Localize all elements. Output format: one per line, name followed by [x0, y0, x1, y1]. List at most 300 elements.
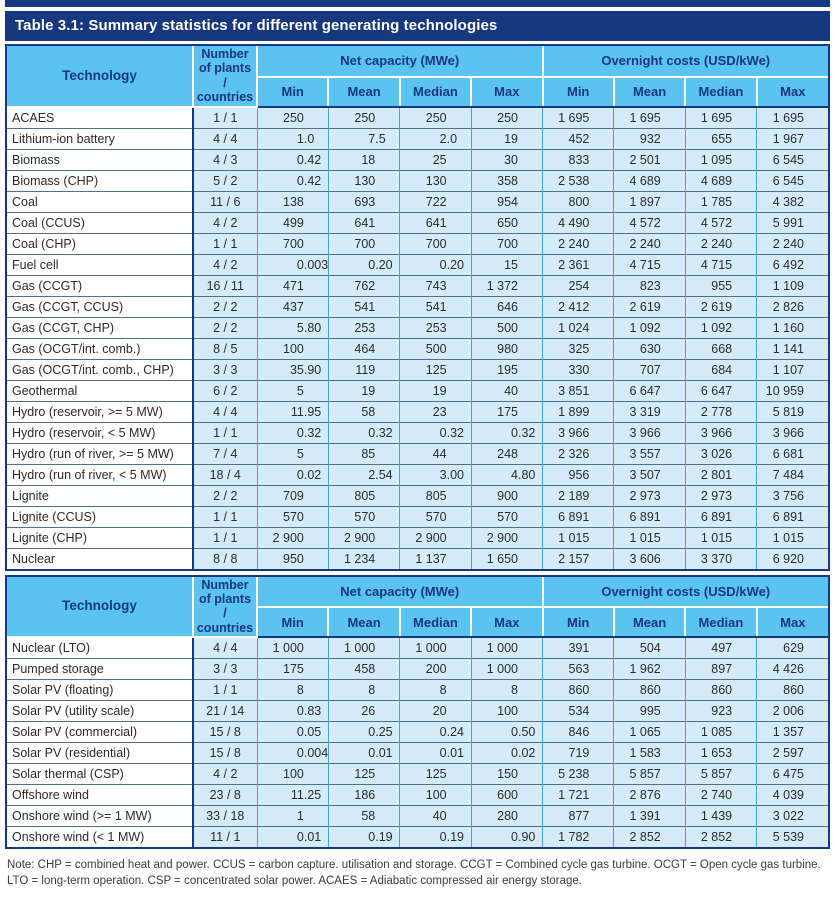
value-cell: 280: [471, 806, 542, 827]
value-cell: 655: [685, 128, 756, 149]
value-cell: 995: [614, 701, 685, 722]
technology-cell: Solar PV (residential): [7, 743, 193, 764]
value-cell: 3 851: [543, 380, 614, 401]
value-cell: 534: [543, 701, 614, 722]
plants-countries-cell: 4 / 4: [193, 637, 257, 659]
technology-cell: Nuclear (LTO): [7, 637, 193, 659]
table-row: [7, 680, 828, 701]
plants-countries-cell: 11 / 6: [193, 191, 257, 212]
footnote: Note: CHP = combined heat and power. CCUS = carbon capture. utilisation and storage. CCGT = Combined cycle gas turbine. OCGT = Open cycle gas turbine. LTO = long-term operation. CSP = concentrated solar power. ACAES = Adiabatic compressed air energy storage.: [7, 859, 821, 888]
value-cell: 2 973: [614, 485, 685, 506]
technology-cell: ACAES: [7, 107, 193, 129]
value-cell: 954: [471, 191, 542, 212]
col-header-mean: Mean: [328, 77, 399, 107]
table-row: [7, 722, 828, 743]
value-cell: 3 .00: [400, 464, 471, 485]
value-cell: 980: [471, 338, 542, 359]
value-cell: 2 361: [543, 254, 614, 275]
value-cell: 18: [328, 149, 399, 170]
group-header-overnight-costs: Overnight costs (USD/kWe): [543, 46, 829, 77]
value-cell: 570: [257, 506, 328, 527]
value-cell: 0 .32: [471, 422, 542, 443]
technology-cell: Geothermal: [7, 380, 193, 401]
technology-cell: Hydro (run of river, >= 5 MW): [7, 443, 193, 464]
table-row: [7, 359, 828, 380]
col-header-min: Min: [257, 607, 328, 637]
value-cell: 0 .02: [471, 743, 542, 764]
value-cell: 6 475: [757, 764, 828, 785]
value-cell: 0 .19: [400, 827, 471, 848]
value-cell: 2 852: [614, 827, 685, 848]
value-cell: 0 .32: [400, 422, 471, 443]
value-cell: 4 382: [757, 191, 828, 212]
value-cell: 40: [400, 806, 471, 827]
col-header-median: Median: [685, 607, 756, 637]
col-header-technology: Technology: [7, 46, 193, 107]
col-header-min: Min: [543, 607, 614, 637]
value-cell: 1 899: [543, 401, 614, 422]
value-cell: 58: [328, 401, 399, 422]
table: [7, 46, 828, 569]
value-cell: 186: [328, 785, 399, 806]
table-row: [7, 785, 828, 806]
value-cell: 2 157: [543, 548, 614, 569]
technology-cell: Hydro (run of river, < 5 MW): [7, 464, 193, 485]
value-cell: 0 .32: [257, 422, 328, 443]
value-cell: 0 .02: [257, 464, 328, 485]
value-cell: 6 492: [757, 254, 828, 275]
value-cell: 1 000: [471, 637, 542, 659]
technology-cell: Pumped storage: [7, 659, 193, 680]
technology-cell: Hydro (reservoir, >= 5 MW): [7, 401, 193, 422]
value-cell: 6 891: [543, 506, 614, 527]
value-cell: 125: [400, 359, 471, 380]
col-header-mean: Mean: [614, 77, 685, 107]
value-cell: 1 785: [685, 191, 756, 212]
value-cell: 3 022: [757, 806, 828, 827]
value-cell: 1 583: [614, 743, 685, 764]
value-cell: 709: [257, 485, 328, 506]
value-cell: 0 .25: [328, 722, 399, 743]
value-cell: 1 650: [471, 548, 542, 569]
value-cell: 833: [543, 149, 614, 170]
value-cell: 800: [543, 191, 614, 212]
value-cell: 6 545: [757, 170, 828, 191]
value-cell: 719: [543, 743, 614, 764]
table-row: [7, 107, 828, 129]
value-cell: 6 681: [757, 443, 828, 464]
top-divider-bar: [5, 0, 830, 7]
value-cell: 897: [685, 659, 756, 680]
value-cell: 570: [471, 506, 542, 527]
value-cell: 1 439: [685, 806, 756, 827]
value-cell: 2 189: [543, 485, 614, 506]
value-cell: 541: [328, 296, 399, 317]
col-header-median: Median: [400, 607, 471, 637]
value-cell: 805: [400, 485, 471, 506]
plants-countries-cell: 2 / 2: [193, 485, 257, 506]
table-row: [7, 464, 828, 485]
value-cell: 504: [614, 637, 685, 659]
value-cell: 8: [400, 680, 471, 701]
value-cell: 23: [400, 401, 471, 422]
value-cell: 743: [400, 275, 471, 296]
value-cell: 1 000: [328, 637, 399, 659]
value-cell: 119: [328, 359, 399, 380]
technology-cell: Offshore wind: [7, 785, 193, 806]
technology-cell: Solar PV (commercial): [7, 722, 193, 743]
value-cell: 6 891: [757, 506, 828, 527]
value-cell: 3 319: [614, 401, 685, 422]
value-cell: 1 391: [614, 806, 685, 827]
plants-countries-cell: 15 / 8: [193, 743, 257, 764]
value-cell: 932: [614, 128, 685, 149]
value-cell: 1 160: [757, 317, 828, 338]
value-cell: 250: [257, 107, 328, 129]
value-cell: 5: [257, 443, 328, 464]
col-header-mean: Mean: [614, 607, 685, 637]
value-cell: 2 900: [328, 527, 399, 548]
value-cell: 6 545: [757, 149, 828, 170]
value-cell: 125: [328, 764, 399, 785]
value-cell: 5 539: [757, 827, 828, 848]
plants-countries-cell: 18 / 4: [193, 464, 257, 485]
value-cell: 35 .90: [257, 359, 328, 380]
table-row: [7, 296, 828, 317]
value-cell: 2 900: [471, 527, 542, 548]
value-cell: 3 557: [614, 443, 685, 464]
value-cell: 2 876: [614, 785, 685, 806]
value-cell: 2 .54: [328, 464, 399, 485]
technology-cell: Gas (OCGT/int. comb.): [7, 338, 193, 359]
table-row: [7, 806, 828, 827]
value-cell: 7 484: [757, 464, 828, 485]
table-row: [7, 128, 828, 149]
value-cell: 846: [543, 722, 614, 743]
value-cell: 2 619: [614, 296, 685, 317]
value-cell: 452: [543, 128, 614, 149]
col-header-mean: Mean: [328, 607, 399, 637]
value-cell: 5 .80: [257, 317, 328, 338]
value-cell: 1 000: [257, 637, 328, 659]
table-row: [7, 254, 828, 275]
value-cell: 11 .95: [257, 401, 328, 422]
value-cell: 15: [471, 254, 542, 275]
value-cell: 860: [543, 680, 614, 701]
value-cell: 3 966: [757, 422, 828, 443]
value-cell: 464: [328, 338, 399, 359]
value-cell: 0 .50: [471, 722, 542, 743]
value-cell: 2 501: [614, 149, 685, 170]
value-cell: 19: [471, 128, 542, 149]
table-row: [7, 317, 828, 338]
value-cell: 8: [257, 680, 328, 701]
table-row: [7, 233, 828, 254]
summary-table-upper: [5, 44, 830, 571]
value-cell: 5 857: [685, 764, 756, 785]
value-cell: 900: [471, 485, 542, 506]
value-cell: 1 137: [400, 548, 471, 569]
value-cell: 26: [328, 701, 399, 722]
value-cell: 19: [328, 380, 399, 401]
value-cell: 6 647: [614, 380, 685, 401]
value-cell: 11 .25: [257, 785, 328, 806]
value-cell: 2 900: [400, 527, 471, 548]
value-cell: 6 891: [685, 506, 756, 527]
plants-countries-cell: 8 / 8: [193, 548, 257, 569]
value-cell: 1: [257, 806, 328, 827]
value-cell: 3 966: [543, 422, 614, 443]
value-cell: 0 .003: [257, 254, 328, 275]
value-cell: 2 900: [257, 527, 328, 548]
value-cell: 19: [400, 380, 471, 401]
table-row: [7, 212, 828, 233]
value-cell: 130: [328, 170, 399, 191]
table-row: [7, 506, 828, 527]
value-cell: 2 826: [757, 296, 828, 317]
plants-countries-cell: 4 / 4: [193, 401, 257, 422]
table-row: [7, 422, 828, 443]
value-cell: 254: [543, 275, 614, 296]
col-header-technology: Technology: [7, 577, 193, 638]
value-cell: 1 065: [614, 722, 685, 743]
value-cell: 1 695: [757, 107, 828, 129]
value-cell: 471: [257, 275, 328, 296]
value-cell: 1 234: [328, 548, 399, 569]
table-body: [7, 107, 828, 569]
value-cell: 1 695: [685, 107, 756, 129]
value-cell: 4 572: [614, 212, 685, 233]
value-cell: 0 .83: [257, 701, 328, 722]
table: [7, 577, 828, 848]
value-cell: 3 370: [685, 548, 756, 569]
plants-countries-cell: 2 / 2: [193, 317, 257, 338]
value-cell: 6 920: [757, 548, 828, 569]
technology-cell: Coal: [7, 191, 193, 212]
value-cell: 684: [685, 359, 756, 380]
value-cell: 195: [471, 359, 542, 380]
table-row: [7, 485, 828, 506]
value-cell: 4 490: [543, 212, 614, 233]
value-cell: 40: [471, 380, 542, 401]
col-header-median: Median: [685, 77, 756, 107]
technology-cell: Biomass: [7, 149, 193, 170]
value-cell: 175: [471, 401, 542, 422]
plants-countries-cell: 21 / 14: [193, 701, 257, 722]
plants-countries-cell: 6 / 2: [193, 380, 257, 401]
value-cell: 646: [471, 296, 542, 317]
plants-countries-cell: 7 / 4: [193, 443, 257, 464]
plants-countries-cell: 1 / 1: [193, 506, 257, 527]
table-title: Table 3.1: Summary statistics for different generating technologies: [5, 11, 830, 41]
value-cell: 250: [328, 107, 399, 129]
value-cell: 0 .01: [400, 743, 471, 764]
value-cell: 7 .5: [328, 128, 399, 149]
col-header-max: Max: [471, 607, 542, 637]
value-cell: 570: [400, 506, 471, 527]
value-cell: 500: [400, 338, 471, 359]
value-cell: 860: [685, 680, 756, 701]
value-cell: 458: [328, 659, 399, 680]
value-cell: 4 715: [614, 254, 685, 275]
value-cell: 823: [614, 275, 685, 296]
plants-countries-cell: 15 / 8: [193, 722, 257, 743]
value-cell: 700: [400, 233, 471, 254]
value-cell: 2 412: [543, 296, 614, 317]
header-group-row: [7, 46, 828, 77]
plants-countries-cell: 4 / 4: [193, 128, 257, 149]
value-cell: 10 959: [757, 380, 828, 401]
value-cell: 650: [471, 212, 542, 233]
plants-countries-cell: 23 / 8: [193, 785, 257, 806]
table-row: [7, 527, 828, 548]
value-cell: 175: [257, 659, 328, 680]
header-group-row: [7, 577, 828, 608]
value-cell: 2 240: [757, 233, 828, 254]
table-header: [7, 46, 828, 107]
value-cell: 3 966: [685, 422, 756, 443]
value-cell: 5 857: [614, 764, 685, 785]
value-cell: 125: [400, 764, 471, 785]
technology-cell: Lignite: [7, 485, 193, 506]
value-cell: 100: [257, 764, 328, 785]
col-header-max: Max: [757, 77, 828, 107]
value-cell: 4 426: [757, 659, 828, 680]
value-cell: 0 .20: [400, 254, 471, 275]
value-cell: 1 .0: [257, 128, 328, 149]
value-cell: 2 597: [757, 743, 828, 764]
plants-countries-cell: 1 / 1: [193, 107, 257, 129]
value-cell: 630: [614, 338, 685, 359]
value-cell: 2 240: [685, 233, 756, 254]
plants-countries-cell: 4 / 2: [193, 764, 257, 785]
value-cell: 391: [543, 637, 614, 659]
value-cell: 0 .05: [257, 722, 328, 743]
group-header-overnight-costs: Overnight costs (USD/kWe): [543, 577, 829, 608]
value-cell: 2 006: [757, 701, 828, 722]
value-cell: 5 991: [757, 212, 828, 233]
col-header-median: Median: [400, 77, 471, 107]
table-row: [7, 401, 828, 422]
value-cell: 253: [328, 317, 399, 338]
value-cell: 1 721: [543, 785, 614, 806]
value-cell: 8: [328, 680, 399, 701]
table-row: [7, 764, 828, 785]
value-cell: 1 000: [471, 659, 542, 680]
plants-countries-cell: 8 / 5: [193, 338, 257, 359]
value-cell: 2 778: [685, 401, 756, 422]
value-cell: 2 326: [543, 443, 614, 464]
value-cell: 4 .80: [471, 464, 542, 485]
value-cell: 1 015: [614, 527, 685, 548]
technology-cell: Fuel cell: [7, 254, 193, 275]
value-cell: 707: [614, 359, 685, 380]
value-cell: 877: [543, 806, 614, 827]
value-cell: 497: [685, 637, 756, 659]
value-cell: 950: [257, 548, 328, 569]
value-cell: 58: [328, 806, 399, 827]
col-header-min: Min: [543, 77, 614, 107]
value-cell: 30: [471, 149, 542, 170]
value-cell: 0 .20: [328, 254, 399, 275]
group-header-net-capacity: Net capacity (MWe): [257, 577, 543, 608]
plants-countries-cell: 3 / 3: [193, 659, 257, 680]
value-cell: 6 647: [685, 380, 756, 401]
technology-cell: Solar thermal (CSP): [7, 764, 193, 785]
value-cell: 956: [543, 464, 614, 485]
value-cell: 2 801: [685, 464, 756, 485]
value-cell: 499: [257, 212, 328, 233]
value-cell: 1 015: [757, 527, 828, 548]
value-cell: 44: [400, 443, 471, 464]
value-cell: 2 .0: [400, 128, 471, 149]
value-cell: 2 740: [685, 785, 756, 806]
value-cell: 138: [257, 191, 328, 212]
plants-countries-cell: 3 / 3: [193, 359, 257, 380]
value-cell: 1 782: [543, 827, 614, 848]
value-cell: 641: [400, 212, 471, 233]
table-row: [7, 548, 828, 569]
table-row: [7, 149, 828, 170]
table-row: [7, 659, 828, 680]
table-row: [7, 338, 828, 359]
value-cell: 100: [471, 701, 542, 722]
plants-countries-cell: 16 / 11: [193, 275, 257, 296]
value-cell: 130: [400, 170, 471, 191]
value-cell: 2 240: [614, 233, 685, 254]
technology-cell: Hydro (reservoir, < 5 MW): [7, 422, 193, 443]
value-cell: 250: [400, 107, 471, 129]
technology-cell: Gas (CCGT, CCUS): [7, 296, 193, 317]
technology-cell: Coal (CCUS): [7, 212, 193, 233]
technology-cell: Solar PV (utility scale): [7, 701, 193, 722]
value-cell: 358: [471, 170, 542, 191]
value-cell: 5 819: [757, 401, 828, 422]
value-cell: 2 619: [685, 296, 756, 317]
value-cell: 100: [257, 338, 328, 359]
col-header-plants: Number of plants / countries: [193, 577, 257, 638]
table-row: [7, 701, 828, 722]
value-cell: 500: [471, 317, 542, 338]
value-cell: 700: [328, 233, 399, 254]
value-cell: 330: [543, 359, 614, 380]
plants-countries-cell: 5 / 2: [193, 170, 257, 191]
table-row: [7, 827, 828, 848]
value-cell: 20: [400, 701, 471, 722]
table-row: [7, 637, 828, 659]
technology-cell: Gas (OCGT/int. comb., CHP): [7, 359, 193, 380]
plants-countries-cell: 1 / 1: [193, 233, 257, 254]
value-cell: 541: [400, 296, 471, 317]
value-cell: 2 538: [543, 170, 614, 191]
value-cell: 600: [471, 785, 542, 806]
value-cell: 1 015: [685, 527, 756, 548]
technology-cell: Gas (CCGT, CHP): [7, 317, 193, 338]
value-cell: 0 .32: [328, 422, 399, 443]
value-cell: 722: [400, 191, 471, 212]
value-cell: 563: [543, 659, 614, 680]
value-cell: 325: [543, 338, 614, 359]
value-cell: 4 039: [757, 785, 828, 806]
value-cell: 1 000: [400, 637, 471, 659]
col-header-max: Max: [757, 607, 828, 637]
value-cell: 955: [685, 275, 756, 296]
value-cell: 3 026: [685, 443, 756, 464]
value-cell: 0 .90: [471, 827, 542, 848]
value-cell: 0 .24: [400, 722, 471, 743]
value-cell: 4 689: [614, 170, 685, 191]
technology-cell: Biomass (CHP): [7, 170, 193, 191]
